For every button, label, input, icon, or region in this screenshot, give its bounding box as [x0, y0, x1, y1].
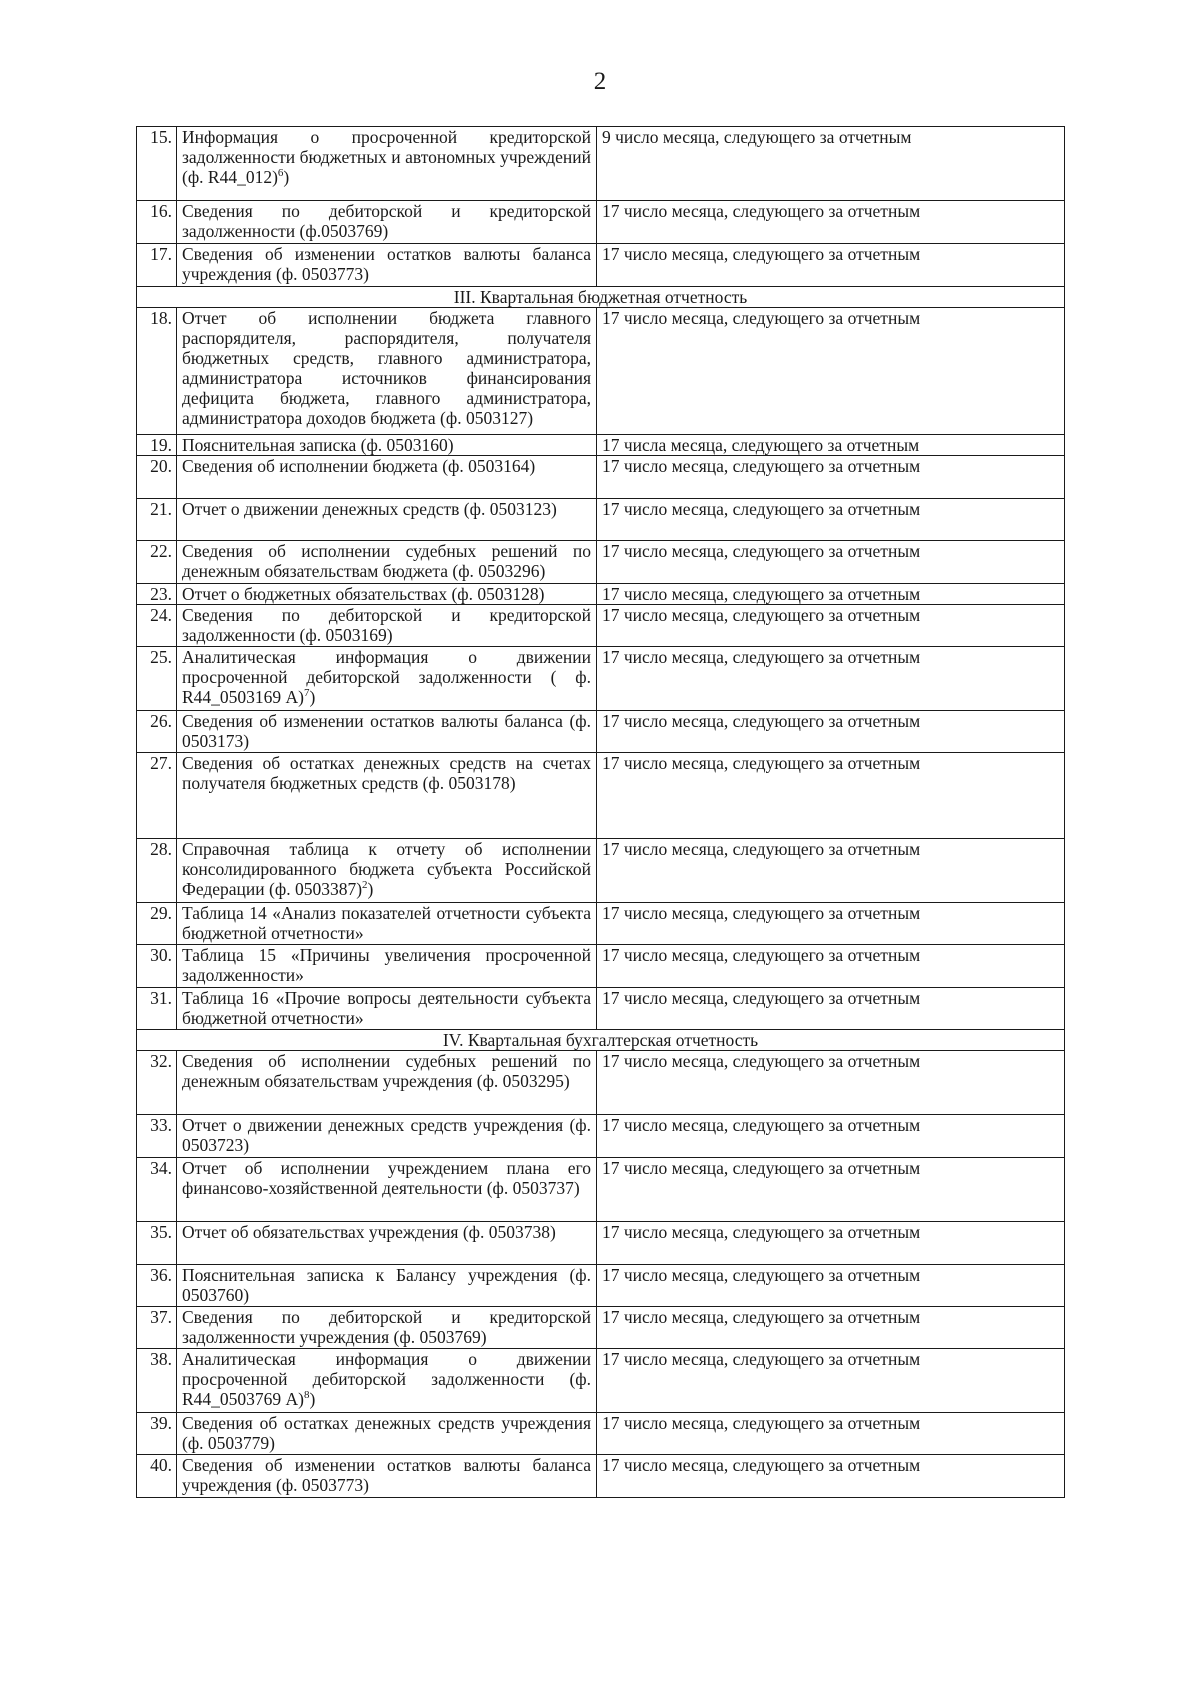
row-number: 16. [137, 201, 177, 244]
report-name: Отчет об исполнении учреждением плана его финансово-хозяйственной деятельности (ф. 0503737) [182, 1158, 591, 1198]
table-row [137, 1115, 1065, 1158]
table-row [137, 541, 1065, 584]
table-row [137, 711, 1065, 753]
report-name: Аналитическая информация о движении просроченной дебиторской задолженности (ф. R44_0503769 А) [182, 1349, 591, 1409]
report-name: Сведения об остатках денежных средств на счетах получателя бюджетных средств (ф. 0503178) [182, 753, 591, 793]
report-name: Отчет о движении денежных средств (ф. 0503123) [182, 499, 557, 519]
deadline-cell: 17 число месяца, следующего за отчетным [597, 1413, 1065, 1455]
report-name-cell [177, 584, 597, 605]
report-name-cell [177, 753, 597, 839]
report-name: Сведения по дебиторской и кредиторской задолженности учреждения (ф. 0503769) [182, 1307, 591, 1347]
deadline-cell: 17 число месяца, следующего за отчетным [597, 308, 1065, 435]
table-row [137, 1265, 1065, 1307]
footnote-marker: 2 [362, 879, 368, 892]
table-row [137, 945, 1065, 988]
row-number: 22. [137, 541, 177, 584]
table-row [137, 499, 1065, 541]
deadline-cell: 9 число месяца, следующего за отчетным [597, 127, 1065, 201]
report-name-tail: ) [283, 167, 290, 187]
row-number: 15. [137, 127, 177, 201]
row-number: 35. [137, 1222, 177, 1265]
report-name-cell [177, 499, 597, 541]
report-name: Аналитическая информация о движении просроченной дебиторской задолженности ( ф. R44_0503169 А) [182, 647, 591, 707]
report-name-cell [177, 1455, 597, 1498]
report-name: Таблица 14 «Анализ показателей отчетности субъекта бюджетной отчетности» [182, 903, 591, 943]
report-name: Информация о просроченной кредиторской задолженности бюджетных и автономных учреждений (ф. R44_012) [182, 127, 591, 187]
section-title: III. Квартальная бюджетная отчетность [137, 287, 1065, 308]
deadline-cell: 17 число месяца, следующего за отчетным [597, 1222, 1065, 1265]
report-name: Сведения об остатках денежных средств учреждения (ф. 0503779) [182, 1413, 591, 1453]
footnote-marker: 7 [304, 687, 310, 700]
section-header-row [137, 287, 1065, 308]
report-name: Сведения об изменении остатков валюты баланса учреждения (ф. 0503773) [182, 244, 591, 284]
table-row [137, 201, 1065, 244]
report-name-cell [177, 1307, 597, 1349]
table-row [137, 127, 1065, 201]
deadline-cell: 17 число месяца, следующего за отчетным [597, 711, 1065, 753]
report-name-cell [177, 244, 597, 287]
report-name: Сведения об изменении остатков валюты баланса учреждения (ф. 0503773) [182, 1455, 591, 1495]
deadline-cell: 17 число месяца, следующего за отчетным [597, 605, 1065, 647]
footnote-marker: 6 [277, 167, 284, 180]
report-name-cell [177, 541, 597, 584]
table-body [137, 127, 1065, 1498]
report-name-tail: ) [309, 1389, 316, 1409]
row-number: 39. [137, 1413, 177, 1455]
row-number: 20. [137, 456, 177, 499]
deadline-cell: 17 число месяца, следующего за отчетным [597, 988, 1065, 1030]
deadline-cell: 17 число месяца, следующего за отчетным [597, 244, 1065, 287]
row-number: 26. [137, 711, 177, 753]
deadline-cell: 17 число месяца, следующего за отчетным [597, 499, 1065, 541]
report-name-cell [177, 1051, 597, 1115]
row-number: 25. [137, 647, 177, 711]
row-number: 31. [137, 988, 177, 1030]
table-row [137, 1307, 1065, 1349]
report-name-cell [177, 201, 597, 244]
row-number: 24. [137, 605, 177, 647]
report-name-cell [177, 945, 597, 988]
table-row [137, 903, 1065, 945]
report-name-cell [177, 127, 597, 201]
deadline-cell: 17 числа месяца, следующего за отчетным [597, 435, 1065, 456]
report-name: Сведения по дебиторской и кредиторской задолженности (ф. 0503169) [182, 605, 591, 645]
footnote-marker: 8 [304, 1389, 310, 1402]
report-name: Таблица 15 «Причины увеличения просроченной задолженности» [182, 945, 591, 985]
row-number: 40. [137, 1455, 177, 1498]
report-name: Сведения об исполнении судебных решений по денежным обязательствам учреждения (ф. 0503295) [182, 1051, 591, 1091]
table-row [137, 647, 1065, 711]
report-name-cell [177, 1265, 597, 1307]
report-name: Сведения об исполнении судебных решений по денежным обязательствам бюджета (ф. 0503296) [182, 541, 591, 581]
report-name: Отчет о бюджетных обязательствах (ф. 0503128) [182, 584, 545, 604]
row-number: 29. [137, 903, 177, 945]
row-number: 23. [137, 584, 177, 605]
report-name-tail: ) [367, 879, 374, 899]
report-name: Отчет об обязательствах учреждения (ф. 0503738) [182, 1222, 556, 1242]
deadline-cell: 17 число месяца, следующего за отчетным [597, 1455, 1065, 1498]
row-number: 17. [137, 244, 177, 287]
deadline-cell: 17 число месяца, следующего за отчетным [597, 456, 1065, 499]
report-name-cell [177, 1115, 597, 1158]
row-number: 27. [137, 753, 177, 839]
deadline-cell: 17 число месяца, следующего за отчетным [597, 839, 1065, 903]
table-row [137, 988, 1065, 1030]
row-number: 36. [137, 1265, 177, 1307]
table-row [137, 1158, 1065, 1222]
table-row [137, 308, 1065, 435]
deadline-cell: 17 число месяца, следующего за отчетным [597, 1115, 1065, 1158]
table-row [137, 584, 1065, 605]
report-name-cell [177, 605, 597, 647]
report-name: Таблица 16 «Прочие вопросы деятельности субъекта бюджетной отчетности» [182, 988, 591, 1028]
report-name: Справочная таблица к отчету об исполнении консолидированного бюджета субъекта Российской Федерации (ф. 0503387) [182, 839, 591, 899]
table-row [137, 1349, 1065, 1413]
report-name-cell [177, 988, 597, 1030]
row-number: 21. [137, 499, 177, 541]
deadline-cell: 17 число месяца, следующего за отчетным [597, 1051, 1065, 1115]
table-row [137, 456, 1065, 499]
report-name-cell [177, 839, 597, 903]
page-number: 2 [593, 68, 607, 95]
deadline-cell: 17 число месяца, следующего за отчетным [597, 903, 1065, 945]
deadline-cell: 17 число месяца, следующего за отчетным [597, 647, 1065, 711]
deadline-cell: 17 число месяца, следующего за отчетным [597, 1265, 1065, 1307]
report-name-cell [177, 1413, 597, 1455]
report-name: Отчет о движении денежных средств учреждения (ф. 0503723) [182, 1115, 591, 1155]
section-title: IV. Квартальная бухгалтерская отчетность [137, 1030, 1065, 1051]
report-name-cell [177, 308, 597, 435]
report-name-cell [177, 1349, 597, 1413]
row-number: 38. [137, 1349, 177, 1413]
deadline-cell: 17 число месяца, следующего за отчетным [597, 201, 1065, 244]
table-row [137, 753, 1065, 839]
report-name-cell [177, 711, 597, 753]
row-number: 37. [137, 1307, 177, 1349]
section-header-row [137, 1030, 1065, 1051]
reporting-schedule-table [136, 126, 1065, 1498]
report-name: Пояснительная записка (ф. 0503160) [182, 435, 454, 455]
deadline-cell: 17 число месяца, следующего за отчетным [597, 753, 1065, 839]
report-name-cell [177, 903, 597, 945]
report-name-cell [177, 647, 597, 711]
deadline-cell: 17 число месяца, следующего за отчетным [597, 541, 1065, 584]
deadline-cell: 17 число месяца, следующего за отчетным [597, 1307, 1065, 1349]
table-row [137, 1455, 1065, 1498]
report-name-cell [177, 456, 597, 499]
table-row [137, 839, 1065, 903]
table-row [137, 244, 1065, 287]
row-number: 33. [137, 1115, 177, 1158]
table-row [137, 435, 1065, 456]
report-name-tail: ) [309, 687, 316, 707]
table-row [137, 1413, 1065, 1455]
deadline-cell: 17 число месяца, следующего за отчетным [597, 1158, 1065, 1222]
report-name: Сведения об изменении остатков валюты баланса (ф. 0503173) [182, 711, 591, 751]
row-number: 32. [137, 1051, 177, 1115]
row-number: 30. [137, 945, 177, 988]
report-name: Пояснительная записка к Балансу учреждения (ф. 0503760) [182, 1265, 591, 1305]
row-number: 28. [137, 839, 177, 903]
deadline-cell: 17 число месяца, следующего за отчетным [597, 945, 1065, 988]
report-name-cell [177, 1158, 597, 1222]
deadline-cell: 17 число месяца, следующего за отчетным [597, 1349, 1065, 1413]
report-name: Сведения об исполнении бюджета (ф. 0503164) [182, 456, 536, 476]
table-row [137, 1222, 1065, 1265]
row-number: 18. [137, 308, 177, 435]
report-name-cell [177, 1222, 597, 1265]
table-row [137, 605, 1065, 647]
report-name-cell [177, 435, 597, 456]
row-number: 34. [137, 1158, 177, 1222]
row-number: 19. [137, 435, 177, 456]
deadline-cell: 17 число месяца, следующего за отчетным [597, 584, 1065, 605]
table-row [137, 1051, 1065, 1115]
report-name: Отчет об исполнении бюджета главного распорядителя, распорядителя, получателя бюджетных средств, главного администратора, администратора источников финансирования дефицита бюджета, главного администратора, администратора доходов бюджета (ф. 0503127) [182, 308, 591, 428]
report-name: Сведения по дебиторской и кредиторской задолженности (ф.0503769) [182, 201, 591, 241]
